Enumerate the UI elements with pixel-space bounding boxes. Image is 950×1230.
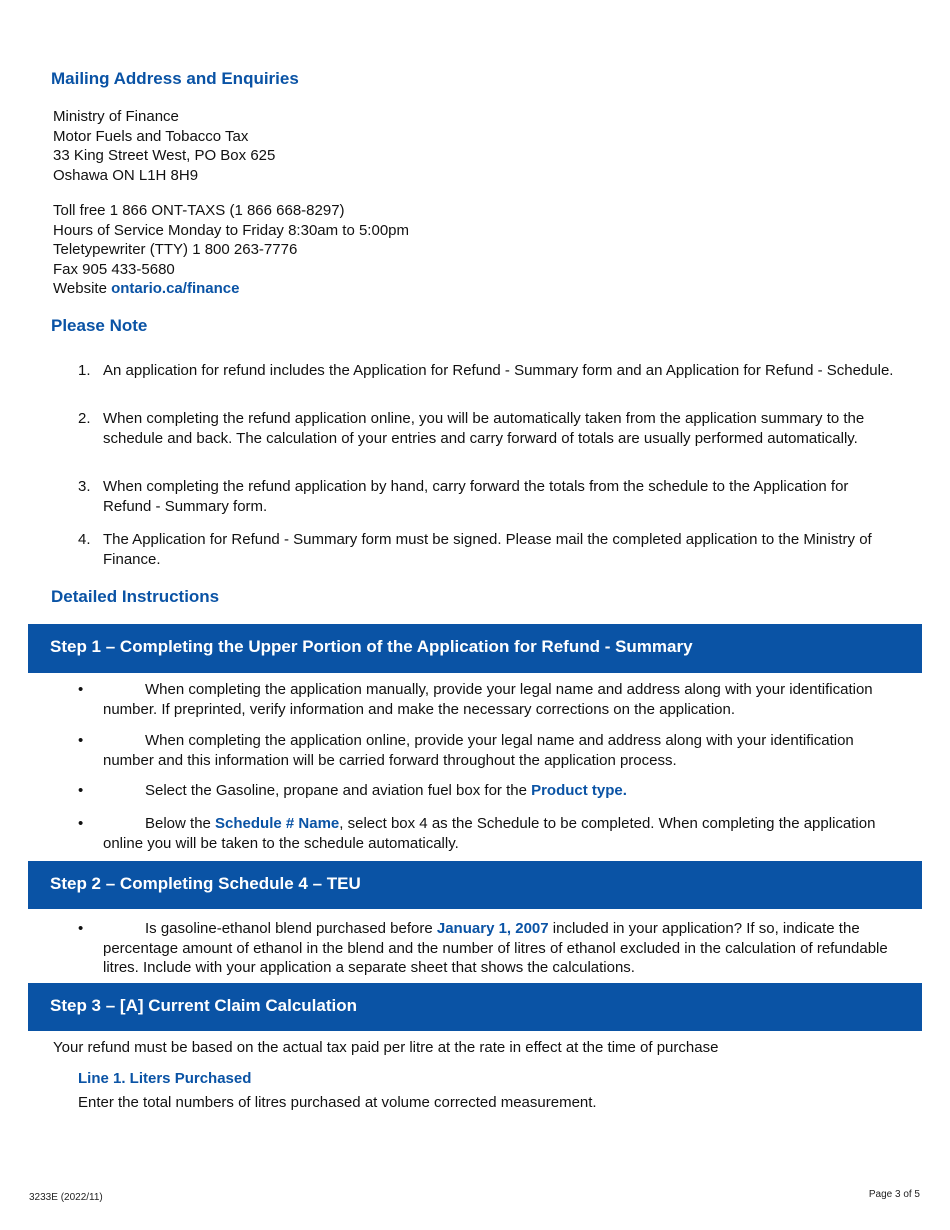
bullet-text-part: Is gasoline-ethanol blend purchased before: [145, 920, 437, 937]
note-number: 2.: [78, 410, 91, 427]
step3-banner: [28, 983, 922, 1031]
schedule-name-link: Schedule # Name: [215, 815, 340, 832]
note-item: [78, 477, 898, 517]
step1-title: Step 1 – Completing the Upper Portion of the Application for Refund - Summary: [50, 637, 693, 656]
line1-heading: Line 1. Liters Purchased: [78, 1070, 252, 1087]
note-heading: Please Note: [51, 316, 148, 335]
note-number: 4.: [78, 531, 91, 548]
bullet-text-part: Below the: [145, 815, 216, 832]
address-line: 33 King Street West, PO Box 625: [53, 147, 276, 164]
bullet-icon: •: [78, 681, 84, 698]
contact-line: Teletypewriter (TTY) 1 800 263-7776: [53, 241, 298, 258]
contact-line: Hours of Service Monday to Friday 8:30am to 5:00pm: [53, 222, 410, 239]
bullet-icon: •: [78, 815, 84, 832]
bullet-text: When completing the application online, provide your legal name and address along with your identification number and this information will be carried forward throughout the application process.: [103, 732, 854, 769]
address-line: Motor Fuels and Tobacco Tax: [53, 128, 249, 145]
bullet-item: [78, 680, 898, 719]
bullet-item: [78, 814, 898, 853]
product-type-link: Product type.: [531, 782, 627, 799]
detailed-heading: Detailed Instructions: [51, 587, 220, 606]
line1-text: Enter the total numbers of litres purchased at volume corrected measurement.: [78, 1094, 597, 1111]
bullet-item: [78, 731, 898, 770]
address-line: Ministry of Finance: [53, 108, 179, 125]
note-item: [78, 409, 898, 449]
bullet-text: [103, 781, 898, 801]
website-label: Website: [53, 280, 112, 297]
date-link: January 1, 2007: [436, 920, 549, 937]
bullet-icon: •: [78, 920, 84, 937]
step2-title: Step 2 – Completing Schedule 4 – TEU: [50, 874, 361, 893]
step1-banner: [28, 624, 922, 673]
website-link[interactable]: ontario.ca/finance: [111, 280, 240, 297]
note-item: [78, 530, 898, 570]
bullet-icon: •: [78, 782, 84, 799]
step3-intro: Your refund must be based on the actual tax paid per litre at the rate in effect at the time of purchase: [53, 1039, 719, 1056]
form-id: 3233E (2022/11): [29, 1192, 103, 1203]
bullet-icon: •: [78, 732, 84, 749]
note-text: An application for refund includes the Application for Refund - Summary form and an Application for Refund - Schedule.: [103, 362, 894, 379]
note-item: [78, 361, 898, 381]
bullet-text: [103, 814, 898, 853]
mailing-heading: Mailing Address and Enquiries: [51, 69, 299, 88]
website-line: [53, 280, 239, 297]
bullet-text-part: included in your application? If so, indicate the percentage amount of ethanol in the blend and the number of litres of ethanol excluded in the calculation of refundable litres. Include with your application a separate sheet that shows the calculations.: [103, 920, 888, 976]
bullet-item: [78, 919, 898, 978]
bullet-text-part: , select box 4 as the Schedule to be completed. When completing the application online you will be taken to the schedule automatically.: [103, 815, 876, 852]
note-text: When completing the refund application by hand, carry forward the totals from the schedule to the Application for Refund - Summary form.: [103, 478, 849, 515]
page-number: Page 3 of 5: [868, 1189, 920, 1200]
note-number: 3.: [78, 478, 91, 495]
bullet-item: [78, 781, 898, 801]
note-number: 1.: [78, 362, 91, 379]
address-line: Oshawa ON L1H 8H9: [53, 167, 199, 184]
step2-banner: [28, 861, 922, 909]
contact-line: Toll free 1 866 ONT-TAXS (1 866 668-8297): [53, 202, 345, 219]
bullet-text: [103, 919, 898, 978]
bullet-text-part: Select the Gasoline, propane and aviation fuel box for the: [145, 782, 532, 799]
bullet-text: When completing the application manually, provide your legal name and address along with your identification number. If preprinted, verify information and make the necessary corrections on the application.: [103, 681, 873, 718]
step3-title: Step 3 – [A] Current Claim Calculation: [50, 996, 357, 1015]
note-text: When completing the refund application online, you will be automatically taken from the application summary to the schedule and back. The calculation of your entries and carry forward of totals are usually performed automatically.: [103, 410, 865, 447]
contact-line: Fax 905 433-5680: [53, 261, 175, 278]
note-text: The Application for Refund - Summary form must be signed. Please mail the completed application to the Ministry of Finance.: [103, 531, 872, 568]
